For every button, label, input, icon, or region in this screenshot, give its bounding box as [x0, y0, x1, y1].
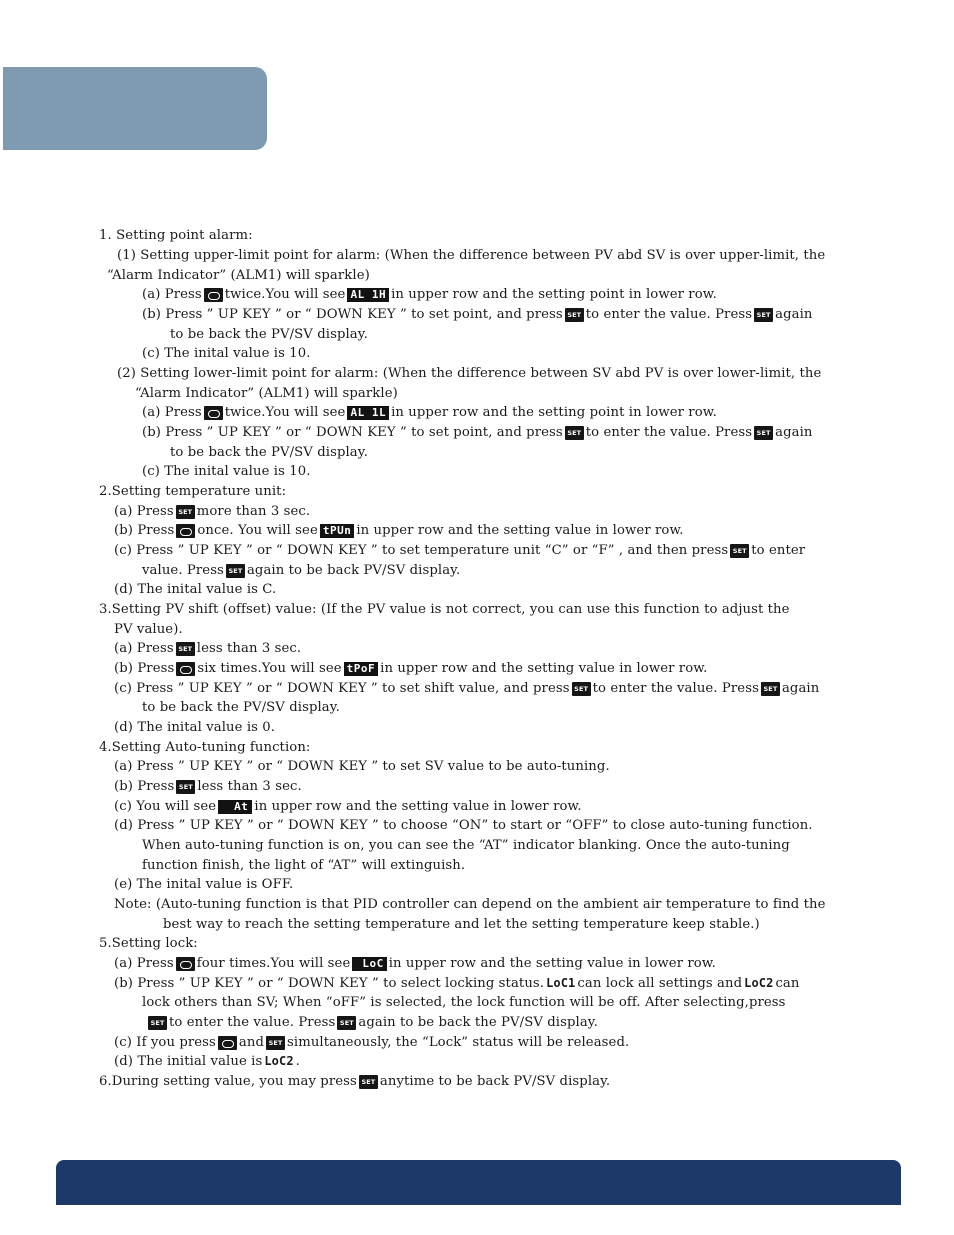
- instruction-line: (c) If you press andSET simultaneously, the “Lock” status will be released.: [114, 1033, 629, 1052]
- footer-bar: [56, 1160, 901, 1205]
- note-line: Note: (Auto-tuning function is that PID controller can depend on the ambient air temperature to find the: [114, 897, 826, 912]
- instruction-line: (a) PressSET less than 3 sec.: [114, 639, 301, 658]
- instruction-line: to be back the PV/SV display.: [142, 700, 340, 715]
- instruction-line: (1) Setting upper-limit point for alarm: (When the difference between PV abd SV is over upper-limit, the: [117, 248, 826, 263]
- instruction-line: When auto-tuning function is on, you can see the “AT” indicator blanking. Once the auto-tuning: [142, 838, 790, 853]
- instruction-line: (d) The inital value is 0.: [114, 720, 276, 735]
- instruction-line: (c) Press ” UP KEY ” or “ DOWN KEY ” to set temperature unit “C” or “F” , and then pressSET to enter: [114, 541, 805, 560]
- instruction-line: lock others than SV; When “oFF” is selected, the lock function will be off. After selecting,press: [142, 995, 786, 1010]
- instruction-line: (b) PressSET less than 3 sec.: [114, 777, 302, 796]
- display-code-loc2: LoC2: [744, 976, 774, 990]
- instruction-line: (2) Setting lower-limit point for alarm: (When the difference between SV abd PV is over lower-limit, the: [117, 366, 822, 381]
- set-key-icon: [337, 1016, 356, 1030]
- display-code-tpun: tPUn: [320, 524, 355, 538]
- instruction-line: (d) The initial value is LoC2 .: [114, 1054, 300, 1069]
- set-key-icon: [359, 1075, 378, 1089]
- instruction-line: (d) Press ” UP KEY ” or “ DOWN KEY ” to choose “ON” to start or “OFF” to close auto-tuning function.: [114, 818, 813, 833]
- instruction-line: (b) Press ” UP KEY ” or “ DOWN KEY ” to select locking status. LoC1 can lock all settings and LoC2 can: [114, 976, 800, 991]
- instruction-line: value. PressSET again to be back PV/SV display.: [142, 561, 460, 580]
- set-key-icon: [176, 642, 195, 656]
- display-code-al1h: AL 1H: [347, 288, 389, 302]
- set-key-icon: [754, 426, 773, 440]
- return-key-icon: [176, 524, 195, 538]
- section-1-heading: 1. Setting point alarm:: [99, 228, 253, 243]
- set-key-icon: [266, 1036, 285, 1050]
- set-key-icon: [176, 505, 195, 519]
- return-key-icon: [204, 288, 223, 302]
- instruction-line: (a) Press four times.You will see LoC in upper row and the setting value in lower row.: [114, 956, 716, 971]
- set-key-icon: [226, 564, 245, 578]
- section-3-heading: 3.Setting PV shift (offset) value: (If the PV value is not correct, you can use this function to adjust the: [99, 602, 790, 617]
- display-code-al1l: AL 1L: [347, 406, 389, 420]
- instruction-line: PV value).: [114, 622, 183, 637]
- instruction-line: (a) PressSET more than 3 sec.: [114, 502, 310, 521]
- set-key-icon: [565, 308, 584, 322]
- set-key-icon: [730, 544, 749, 558]
- display-code-at: At: [218, 800, 252, 814]
- display-code-tpof: tPoF: [344, 662, 379, 676]
- return-key-icon: [204, 406, 223, 420]
- note-line: best way to reach the setting temperature and let the setting temperature keep stable.): [163, 917, 760, 932]
- return-key-icon: [176, 662, 195, 676]
- instruction-line: (b) Press ” UP KEY ” or “ DOWN KEY ” to set point, and pressSET to enter the value. PressSET again: [142, 305, 813, 324]
- display-code-loc2: LoC2: [264, 1054, 294, 1068]
- section-5-heading: 5.Setting lock:: [99, 936, 198, 951]
- set-key-icon: [565, 426, 584, 440]
- instruction-line: “Alarm Indicator” (ALM1) will sparkle): [135, 386, 398, 401]
- instruction-line: (d) The inital value is C.: [114, 582, 277, 597]
- section-4-heading: 4.Setting Auto-tuning function:: [99, 740, 311, 755]
- display-code-loc: LoC: [352, 957, 386, 971]
- set-key-icon: [572, 682, 591, 696]
- instruction-line: to be back the PV/SV display.: [170, 445, 368, 460]
- instruction-line: function finish, the light of “AT” will extinguish.: [142, 858, 466, 873]
- instruction-line: (a) Press ” UP KEY ” or “ DOWN KEY ” to set SV value to be auto-tuning.: [114, 759, 610, 774]
- header-tab-decoration: [3, 67, 267, 150]
- instruction-line: (e) The inital value is OFF.: [114, 877, 294, 892]
- instruction-line: (c) Press ” UP KEY ” or “ DOWN KEY ” to set shift value, and pressSET to enter the value. PressSET again: [114, 679, 819, 698]
- set-key-icon: [761, 682, 780, 696]
- set-key-icon: [176, 780, 195, 794]
- section-2-heading: 2.Setting temperature unit:: [99, 484, 287, 499]
- instruction-line: (b) Press six times.You will see tPoF in upper row and the setting value in lower row.: [114, 661, 708, 676]
- section-6-heading: 6.During setting value, you may pressSET anytime to be back PV/SV display.: [99, 1072, 610, 1091]
- display-code-loc1: LoC1: [546, 976, 576, 990]
- return-key-icon: [176, 957, 195, 971]
- instruction-line: (c) The inital value is 10.: [142, 464, 311, 479]
- set-key-icon: [754, 308, 773, 322]
- instruction-line: (c) You will see At in upper row and the setting value in lower row.: [114, 799, 582, 814]
- instruction-line: (c) The inital value is 10.: [142, 346, 311, 361]
- instruction-line: (b) Press once. You will see tPUn in upper row and the setting value in lower row.: [114, 523, 684, 538]
- return-key-icon: [218, 1036, 237, 1050]
- instruction-line: (a) Press twice.You will see AL 1H in upper row and the setting point in lower row.: [142, 287, 717, 302]
- instruction-line: SETto enter the value. PressSET again to be back the PV/SV display.: [146, 1013, 598, 1032]
- instruction-line: (b) Press ” UP KEY ” or “ DOWN KEY ” to set point, and pressSET to enter the value. PressSET again: [142, 423, 813, 442]
- instruction-line: to be back the PV/SV display.: [170, 327, 368, 342]
- instruction-line: (a) Press twice.You will see AL 1L in upper row and the setting point in lower row.: [142, 405, 717, 420]
- set-key-icon: [148, 1016, 167, 1030]
- instruction-line: “Alarm Indicator” (ALM1) will sparkle): [107, 268, 370, 283]
